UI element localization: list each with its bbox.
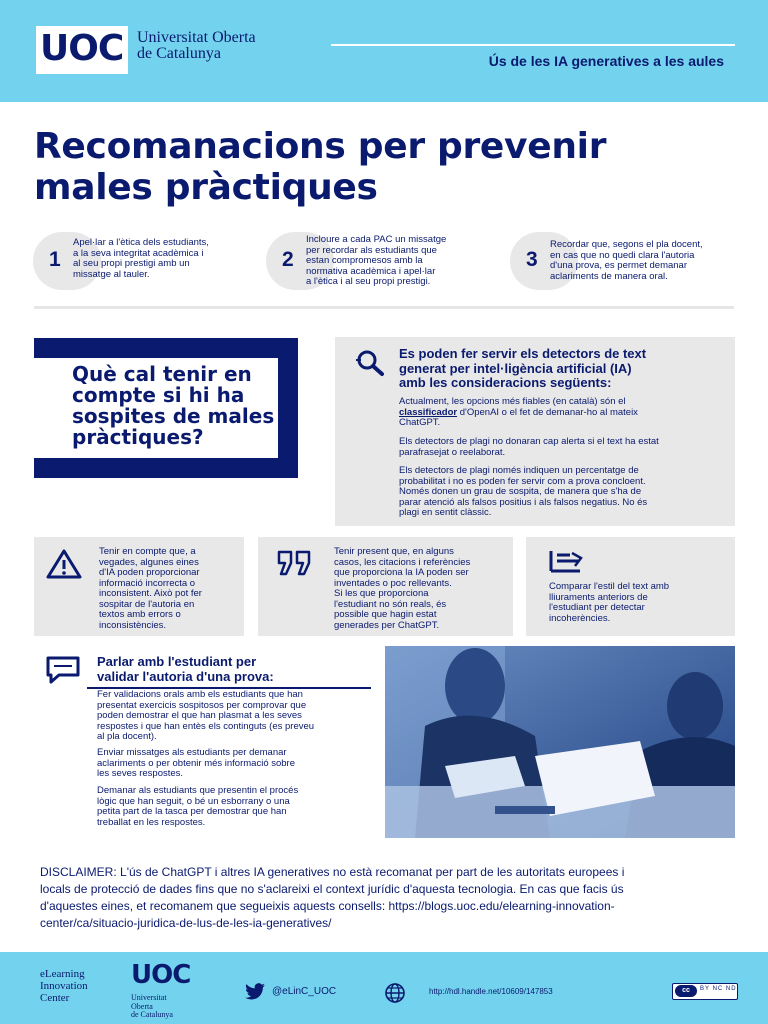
uoc-logo-text: UOC <box>40 28 124 69</box>
step-2-number: 2 <box>282 248 294 271</box>
parlar-paragraph-3: Demanar als estudiants que presentin el procés lògic que han seguit, o bé un esborrany o una petita part de la tasca per demostrar que han treballat en les respostes. <box>97 785 299 828</box>
footer-university-name: Universitat Oberta de Catalunya <box>131 993 173 1019</box>
chat-bubble-icon <box>45 655 81 685</box>
quote-icon <box>276 549 314 577</box>
meeting-photo <box>385 646 735 838</box>
detectors-title: Es poden fer servir els detectors de text generat per intel·ligència artificial (IA) amb les consideracions següents: <box>399 346 647 390</box>
globe-icon <box>384 982 406 1004</box>
question-frame-gap <box>34 358 54 458</box>
tile-incorrect-info <box>34 537 244 636</box>
compare-lines-icon <box>548 549 584 573</box>
section-divider <box>34 306 734 309</box>
tile-citations <box>258 537 513 636</box>
parlar-paragraph-1: Fer validacions orals amb els estudiants que han presentat exercicis sospitosos per comprovar que poden demostrar el que han plasmat a les seves respostes i que han entès els continguts (es preveu al pla docent). <box>97 689 315 742</box>
footer-uoc-logo: UOC <box>131 960 191 990</box>
parlar-title: Parlar amb l'estudiant per validar l'autoria d'una prova: <box>97 654 274 684</box>
header-title: Ús de les IA generatives a les aules <box>488 53 724 69</box>
magnifier-icon <box>354 348 386 378</box>
tile-3-text: Comparar l'estil del text amb lliuraments anteriors de l'estudiant per detectar incoherències. <box>549 581 670 624</box>
header-divider <box>331 44 735 46</box>
creative-commons-badge <box>672 983 738 1000</box>
handle-url-link[interactable]: http://hdl.handle.net/10609/147853 <box>429 987 553 996</box>
elinc-logo-text: eLearning Innovation Center <box>40 968 88 1004</box>
cc-icon: cc <box>675 985 697 997</box>
tile-2-text: Tenir present que, en alguns casos, les citacions i referències que proporciona la IA poden ser inventades o poc rellevants. Si les que proporciona l'estudiant no són reals, és possible que hagin estat generades per ChatGPT. <box>334 546 471 631</box>
step-3-text: Recordar que, segons el pla docent, en cas que no quedi clara l'autoria d'una prova, es permet demanar aclariments de manera oral. <box>550 239 703 282</box>
step-3-number: 3 <box>526 248 538 271</box>
cc-terms: BY NC ND <box>700 986 737 992</box>
university-name: Universitat Oberta de Catalunya <box>137 29 256 62</box>
warning-icon <box>46 549 82 579</box>
detectors-paragraph-2: Els detectors de plagi no donaran cap alerta si el text ha estat parafrasejat o reelaborat. <box>399 436 659 458</box>
disclaimer-text: DISCLAIMER: L'ús de ChatGPT i altres IA generatives no està recomanat per part de les autoritats europees i locals de protecció de dades fins que no s'aclareixi el context jurídic d'aquesta tecnologia. En cas que facis ús d'aquestes eines, et recomanem que segueixis aquests consells: https://blogs.uoc.edu/elearning-innovation- center/ca/situacio-juridica-de-lus-de-les-ia-generatives/ <box>40 865 625 930</box>
parlar-paragraph-2: Enviar missatges als estudiants per demanar aclariments o per obtenir més informació sobre les seves respostes. <box>97 747 296 779</box>
step-1-text: Apel·lar a l'ètica dels estudiants, a la seva integritat acadèmica i al seu propi prestigi amb un missatge al tauler. <box>73 237 209 280</box>
classificador-link[interactable]: classificador <box>399 406 458 418</box>
meeting-photo-illustration <box>385 646 735 838</box>
question-heading: Què cal tenir en compte si hi ha sospites de males pràctiques? <box>72 362 275 449</box>
step-1-number: 1 <box>49 248 61 271</box>
twitter-icon[interactable] <box>244 983 266 1001</box>
tile-1-text: Tenir en compte que, a vegades, algunes eines d'IA poden proporcionar informació incorrecta o inconsistent. Això pot fer sospitar de l'autoria en textos amb errors o inconsistències. <box>99 546 202 631</box>
page-title: Recomanacions per prevenir males pràctiques <box>34 126 607 208</box>
tile-compare-style <box>526 537 735 636</box>
step-2-text: Incloure a cada PAC un missatge per recordar als estudiants que estan compromesos amb la normativa acadèmica i apel·lar a l'ètica i al seu propi prestigi. <box>306 234 447 287</box>
detectors-paragraph-3: Els detectors de plagi només indiquen un percentatge de probabilitat i no es poden fer servir com a prova concloent. Només donen un grau de sospita, de manera que s'ha de parar atenció als falsos positius i als falsos negatius. No és plagi en sentit clàssic. <box>399 465 648 518</box>
uoc-logo <box>36 26 128 74</box>
twitter-handle[interactable]: @eLinC_UOC <box>272 986 337 997</box>
detectors-paragraph-1: Actualment, les opcions més fiables (en català) són el classificador d'OpenAI o el fet de demanar-ho al mateix ChatGPT. <box>399 396 638 428</box>
